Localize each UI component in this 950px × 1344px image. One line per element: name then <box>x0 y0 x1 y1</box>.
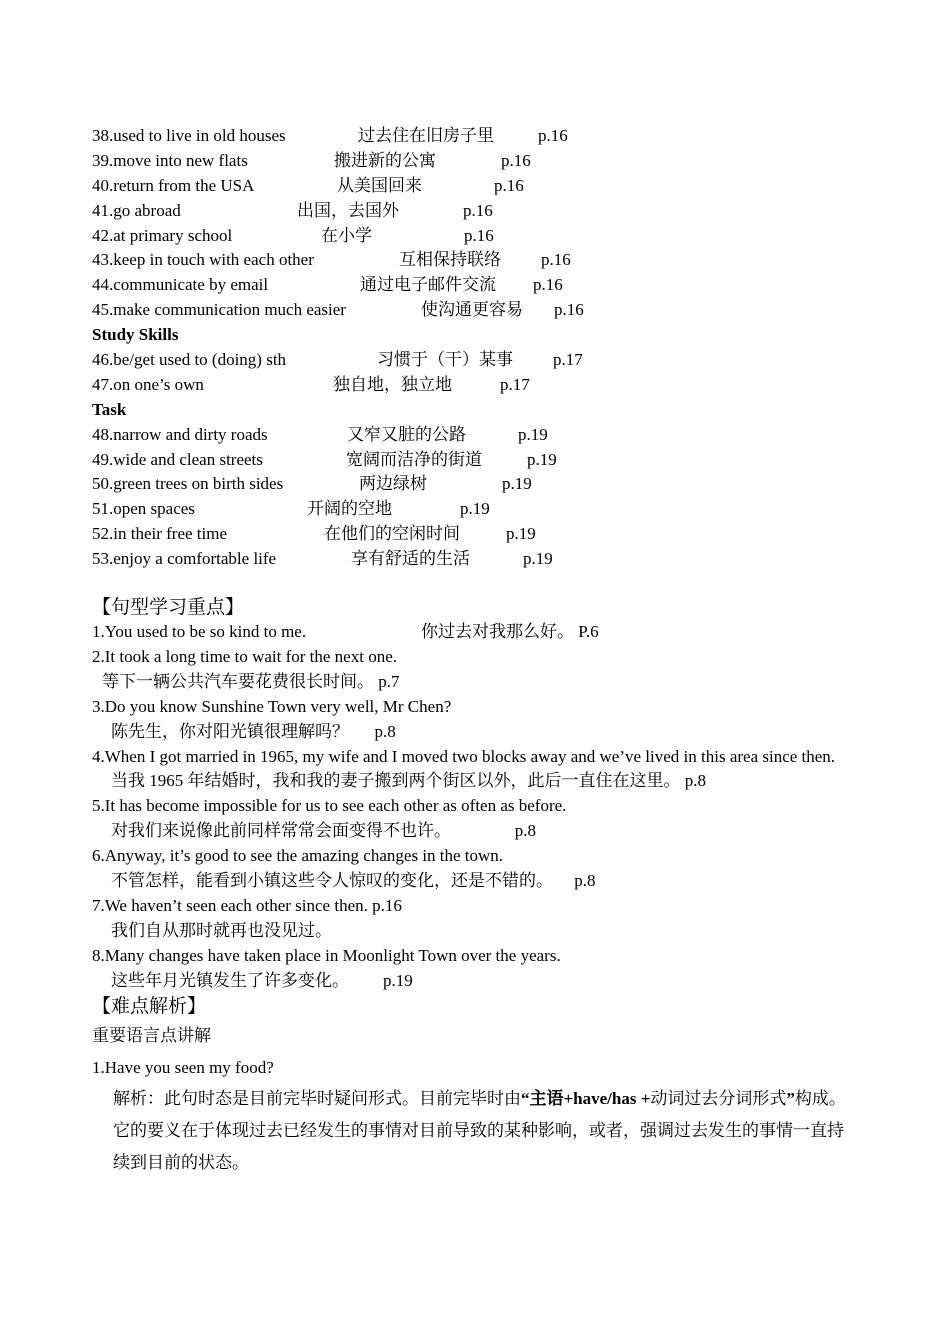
sentence-item <box>92 794 852 844</box>
expl-bold-2: ” <box>786 1088 795 1108</box>
sentence-chinese: 不管怎样，能看到小镇这些令人惊叹的变化，还是不错的。 p.8 <box>111 871 596 891</box>
sentence-item <box>92 695 852 745</box>
phrase-english: 49.wide and clean streets <box>92 449 263 469</box>
sentence-chinese: 我们自从那时就再也没见过。 <box>111 920 332 940</box>
question-1: 1.Have you seen my food? <box>92 1057 274 1077</box>
phrase-page: p.19 <box>518 424 548 444</box>
phrase-list <box>92 124 872 572</box>
phrase-page: p.16 <box>554 300 584 320</box>
phrase-chinese: 过去住在旧房子里 <box>358 126 494 145</box>
sentence-item <box>92 844 852 894</box>
phrase-chinese: 从美国回来 <box>337 175 422 195</box>
phrase-english: 50.green trees on birth sides <box>92 474 284 494</box>
phrase-row <box>92 373 872 398</box>
phrase-chinese: 享有舒适的生活 <box>351 549 470 569</box>
difficult-subtitle: 重要语言点讲解 <box>92 1025 211 1045</box>
phrase-page: p.16 <box>463 200 493 220</box>
phrase-page: p.17 <box>553 350 583 370</box>
phrase-english: 42.at primary school <box>92 225 233 245</box>
phrase-english: 53.enjoy a comfortable life <box>92 549 277 569</box>
phrase-row <box>92 547 872 572</box>
phrase-chinese: 独自地，独立地 <box>333 374 452 394</box>
sentence-english: 3.Do you know Sunshine Town very well, Mr Chen? <box>92 696 452 716</box>
phrase-row <box>92 448 872 473</box>
phrase-english: 44.communicate by email <box>92 275 269 295</box>
phrase-english: 41.go abroad <box>92 200 181 220</box>
section-heading-text: Task <box>92 399 127 419</box>
phrase-row <box>92 199 872 224</box>
phrase-english: 48.narrow and dirty roads <box>92 424 268 444</box>
sentence-english: 4.When I got married in 1965, my wife and I moved two blocks away and we’ve lived in this area since then. <box>92 746 836 766</box>
phrase-row <box>92 224 872 249</box>
expl-text-2: 动词过去分词形式 <box>650 1088 787 1108</box>
sentence-item <box>92 944 852 994</box>
phrase-english: 43.keep in touch with each other <box>92 250 314 270</box>
phrase-row <box>92 124 872 149</box>
phrase-english: 45.make communication much easier <box>92 300 346 320</box>
explanation <box>92 1083 853 1179</box>
phrase-chinese: 出国，去国外 <box>297 200 399 220</box>
phrase-page: p.16 <box>541 250 571 270</box>
sentence-item <box>92 894 852 944</box>
phrase-chinese: 开阔的空地 <box>307 499 392 519</box>
sentence-english: 5.It has become impossible for us to see each other as often as before. <box>92 796 567 816</box>
phrase-chinese: 习惯于（干）某事 <box>377 350 513 370</box>
sentence-section <box>92 595 852 1179</box>
phrase-page: p.16 <box>538 126 568 145</box>
phrase-row <box>92 273 872 298</box>
phrase-page: p.19 <box>506 524 536 544</box>
phrase-page: p.19 <box>527 449 557 469</box>
phrase-page: p.16 <box>533 275 563 295</box>
phrase-row <box>92 497 872 522</box>
sentences-title: 【句型学习重点】 <box>92 597 245 618</box>
phrase-chinese: 又窄又脏的公路 <box>347 424 466 444</box>
phrase-english: 52.in their free time <box>92 524 228 544</box>
sentence-english: 2.It took a long time to wait for the next one. <box>92 646 397 666</box>
phrase-english: 39.move into new flats <box>92 150 248 170</box>
phrase-page: p.19 <box>523 549 553 569</box>
phrase-chinese: 宽阔而洁净的街道 <box>346 449 482 469</box>
sentence-chinese: 你过去对我那么好。 P.6 <box>421 622 599 641</box>
section-heading <box>92 323 872 348</box>
phrase-page: p.16 <box>464 225 494 245</box>
difficult-title: 【难点解析】 <box>92 995 207 1017</box>
phrase-chinese: 在小学 <box>321 225 372 245</box>
phrase-row <box>92 248 872 273</box>
phrase-row <box>92 472 872 497</box>
phrase-english: 47.on one’s own <box>92 374 204 394</box>
phrase-page: p.19 <box>460 499 490 519</box>
sentence-chinese: 这些年月光镇发生了许多变化。 p.19 <box>111 970 413 990</box>
phrase-row <box>92 174 872 199</box>
sentence-english: 7.We haven’t seen each other since then. p.16 <box>92 895 402 915</box>
expl-text-1: 解析：此句时态是目前完毕时疑问形式。目前完毕时由 <box>113 1088 521 1108</box>
sentence-chinese: 等下一辆公共汽车要花费很长时间。 p.7 <box>102 671 400 691</box>
sentence-list <box>92 620 852 994</box>
phrase-row <box>92 522 872 547</box>
phrase-page: p.16 <box>494 175 524 195</box>
phrase-chinese: 两边绿树 <box>359 474 427 494</box>
phrase-row <box>92 423 872 448</box>
phrase-row <box>92 149 872 174</box>
expl-text-3: 构成。它的要义在于体现过去已经发生的事情对目前导致的某种影响，或者，强调过去发生的事情一直持续到目前的状态。 <box>113 1088 846 1172</box>
phrase-chinese: 使沟通更容易 <box>421 300 523 320</box>
phrase-english: 46.be/get used to (doing) sth <box>92 350 287 370</box>
phrase-page: p.16 <box>501 150 531 170</box>
sentence-english: 1.You used to be so kind to me. <box>92 622 307 641</box>
phrase-chinese: 搬进新的公寓 <box>334 150 436 170</box>
sentence-english: 8.Many changes have taken place in Moonlight Town over the years. <box>92 945 561 965</box>
phrase-row <box>92 348 872 373</box>
sentence-item <box>92 745 852 795</box>
phrase-chinese: 互相保持联络 <box>399 250 501 270</box>
expl-bold-1: “主语+have/has + <box>521 1088 651 1108</box>
phrase-english: 40.return from the USA <box>92 175 255 195</box>
sentence-item <box>92 645 852 695</box>
phrase-chinese: 在他们的空闲时间 <box>324 524 460 544</box>
phrase-chinese: 通过电子邮件交流 <box>360 275 496 295</box>
phrase-page: p.17 <box>500 374 530 394</box>
phrase-row <box>92 298 872 323</box>
phrase-english: 51.open spaces <box>92 499 195 519</box>
section-heading <box>92 398 872 423</box>
phrase-english: 38.used to live in old houses <box>92 126 286 145</box>
sentence-english: 6.Anyway, it’s good to see the amazing changes in the town. <box>92 846 504 866</box>
sentence-chinese: 对我们来说像此前同样常常会面变得不也许。 p.8 <box>111 821 536 841</box>
phrase-page: p.19 <box>502 474 532 494</box>
sentence-chinese: 当我 1965 年结婚时，我和我的妻子搬到两个街区以外，此后一直住在这里。 p.8 <box>111 771 706 791</box>
section-heading-text: Study Skills <box>92 325 179 345</box>
sentence-line <box>92 620 852 645</box>
sentence-chinese: 陈先生，你对阳光镇很理解吗？ p.8 <box>111 721 396 741</box>
sentence-item <box>92 620 852 645</box>
